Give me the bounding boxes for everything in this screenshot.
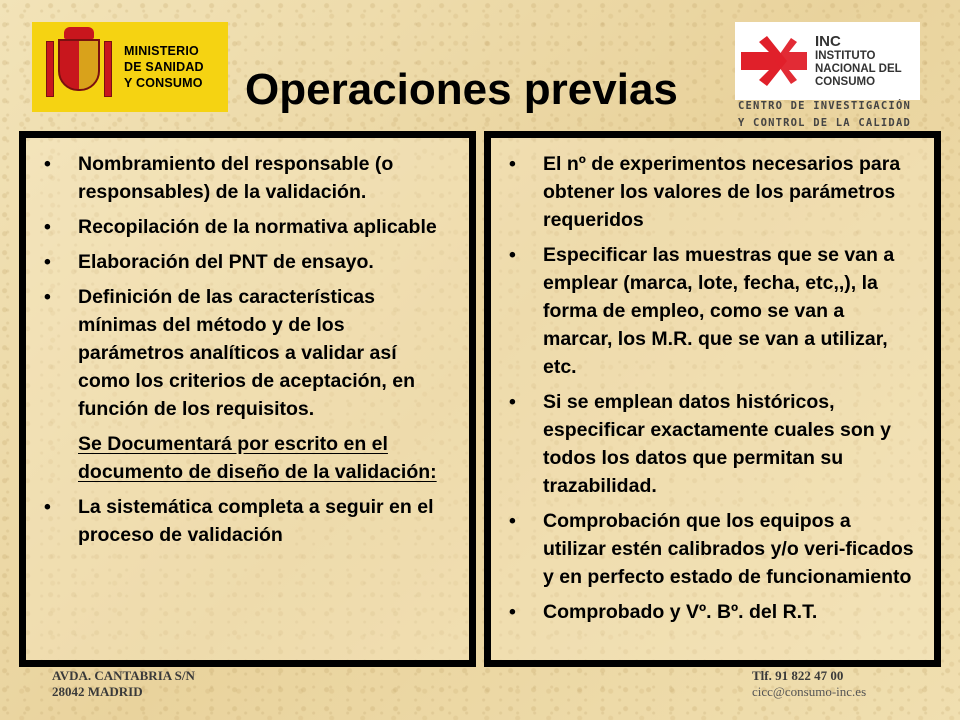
ministerio-logo [32,22,228,112]
inc-subtitle: CENTRO DE INVESTIGACIÓN Y CONTROL DE LA CALIDAD [738,100,911,129]
documentation-note [40,430,451,486]
list-item: • Especificar las muestras que se van a emplear (marca, lote, fecha, etc,,), la forma de empleo, como se van a marcar, los M.R. que se van a utilizar, etc. [505,241,916,381]
ministerio-logo-text: MINISTERIO DE SANIDAD Y CONSUMO [124,44,204,90]
list-item: • Si se emplean datos históricos, especificar exactamente cuales son y todos los datos que permitan su trazabilidad. [505,388,916,500]
footer-contact [752,668,866,700]
list-item: • La sistemática completa a seguir en el proceso de validación [40,493,451,549]
footer-address: AVDA. CANTABRIA S/N 28042 MADRID [52,668,195,699]
coat-of-arms-icon [40,27,116,107]
list-item: • Recopilación de la normativa aplicable [40,213,451,241]
footer-phone: Tlf. 91 822 47 00 [752,668,844,683]
list-item: • Definición de las características mínimas del método y de los parámetros analíticos a validar así como los criterios de aceptación, en función de los requisitos. [40,283,451,423]
documentation-note-text: Se Documentará por escrito en el documento de diseño de la validación: [78,433,437,483]
inc-logo [735,22,920,100]
list-item: • Elaboración del PNT de ensayo. [40,248,451,276]
left-panel [19,131,476,667]
list-item: • Nombramiento del responsable (o responsables) de la validación. [40,150,451,206]
list-item: • Comprobación que los equipos a utilizar estén calibrados y/o veri-ficados y en perfecto estado de funcionamiento [505,507,916,591]
page-title: Operaciones previas [245,65,678,114]
inc-logo-text: INC INSTITUTO NACIONAL DEL CONSUMO [815,32,902,88]
list-item: • Comprobado y Vº. Bº. del R.T. [505,598,916,626]
left-bullet-list [40,150,451,549]
right-panel [484,131,941,667]
right-bullet-list [505,150,916,626]
footer-email: cicc@consumo-inc.es [752,684,867,699]
list-item: • El nº de experimentos necesarios para obtener los valores de los parámetros requeridos [505,150,916,234]
inc-mark-icon [739,26,809,96]
